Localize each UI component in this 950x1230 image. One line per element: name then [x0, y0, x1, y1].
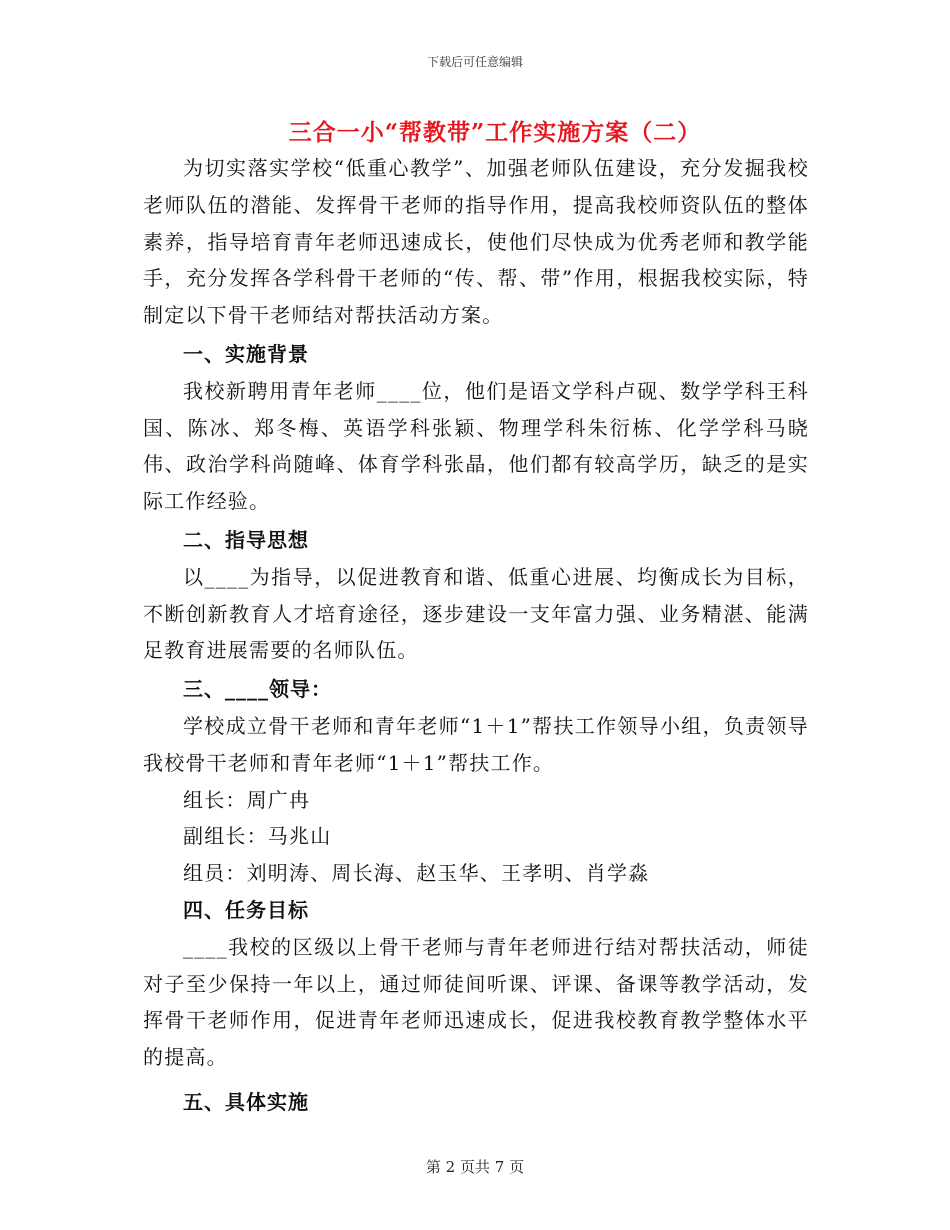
section-heading-task-goals: 四、任务目标	[183, 897, 309, 922]
deputy-leader-line: 副组长：马兆山	[183, 824, 332, 849]
group-members-line: 组员：刘明涛、周长海、赵玉华、王孝明、肖学淼	[183, 861, 650, 886]
background-paragraph: 我校新聘用青年老师____位，他们是语文学科卢砚、数学学科王科国、陈冰、郑冬梅、英语学科张颖、物理学科朱衍栋、化学学科马晓伟、政治学科尚随峰、体育学科张晶，他们都有较高学历，缺乏的是实际工作经验。	[143, 378, 809, 514]
page-header: 下载后可任意编辑	[426, 55, 523, 69]
section-heading-background: 一、实施背景	[183, 341, 309, 366]
leadership-paragraph: 学校成立骨干老师和青年老师“1＋1”帮扶工作领导小组，负责领导我校骨干老师和青年老师“1＋1”帮扶工作。	[143, 713, 809, 775]
group-leader-line: 组长：周广冉	[183, 787, 311, 812]
section-heading-implementation: 五、具体实施	[183, 1089, 309, 1114]
document-title: 三合一小“帮教带”工作实施方案（二）	[288, 119, 702, 146]
task-goals-paragraph: ____我校的区级以上骨干老师与青年老师进行结对帮扶活动，师徒对子至少保持一年以上，通过师徒间听课、评课、备课等教学活动，发挥骨干老师作用，促进青年老师迅速成长，促进我校教育教学整体水平的提高。	[143, 934, 809, 1070]
section-heading-leadership: 三、____领导：	[183, 677, 332, 702]
guiding-ideology-paragraph: 以____为指导，以促进教育和谐、低重心进展、均衡成长为目标，不断创新教育人才培育途径，逐步建设一支年富力强、业务精湛、能满足教育进展需要的名师队伍。	[143, 564, 809, 663]
page-number: 第 2 页共 7 页	[425, 1158, 525, 1176]
document-body	[143, 150, 809, 1121]
intro-paragraph: 为切实落实学校“低重心教学”、加强老师队伍建设，充分发掘我校老师队伍的潜能、发挥骨干老师的指导作用，提高我校师资队伍的整体素养，指导培育青年老师迅速成长，使他们尽快成为优秀老师和教学能手，充分发挥各学科骨干老师的“传、帮、带”作用，根据我校实际，特制定以下骨干老师结对帮扶活动方案。	[143, 156, 809, 328]
section-heading-guiding-ideology: 二、指导思想	[183, 527, 309, 552]
